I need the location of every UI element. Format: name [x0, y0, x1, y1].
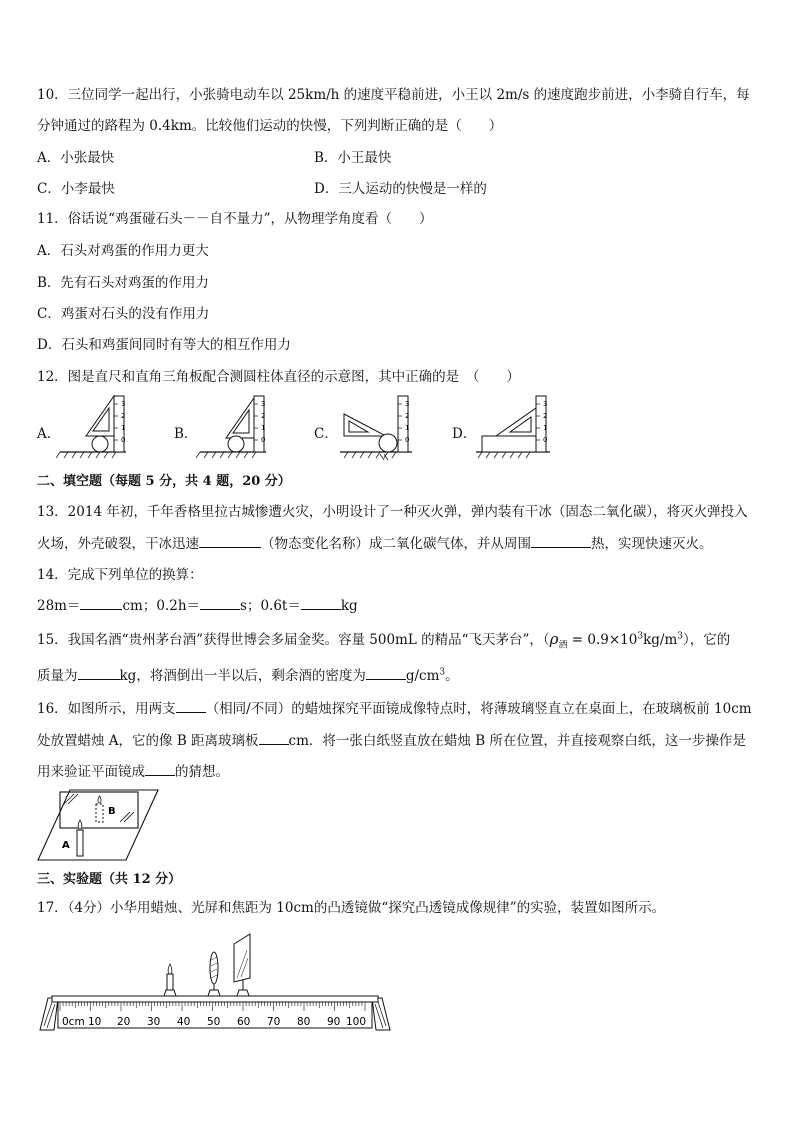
q16-line3	[37, 760, 229, 780]
bench-label: 80	[297, 1016, 311, 1028]
q15-text: 。	[445, 668, 459, 684]
candle-b-label: B	[108, 806, 116, 817]
q12-figure-b	[196, 392, 276, 462]
q15-exponent: 3	[439, 667, 446, 678]
q16-text: 处放置蜡烛 A，它的像 B 距离玻璃板	[37, 733, 259, 749]
q15-unit-exponent: 3	[677, 631, 683, 642]
q14-text: kg	[340, 598, 358, 614]
q12-stem: 12．图是直尺和直角三角板配合测圆柱体直径的示意图，其中正确的是 （ ）	[37, 369, 520, 385]
q16-mirror-figure	[36, 786, 160, 864]
q10-line1: 10．三位同学一起出行，小张骑电动车以 25km/h 的速度平稳前进，小王以 2m/s 的速度跑步前进，小李骑自行车，每	[37, 87, 750, 103]
ruler-tick: 1	[405, 424, 410, 432]
q11-stem: 11．俗话说“鸡蛋碰石头－－自不量力”，从物理学角度看（ ）	[37, 211, 433, 227]
ruler-tick: 1	[261, 424, 266, 432]
bench-label: 50	[207, 1016, 221, 1028]
q14-text: 28m＝	[37, 598, 81, 614]
q13-line1: 13．2014 年初，千年香格里拉古城惨遭火灾，小明设计了一种灭火弹，弹内装有干冰（固态二氧化碳），将灭火弹投入	[37, 504, 748, 520]
bench-label: 70	[267, 1016, 281, 1028]
density-subscript: 酒	[558, 640, 568, 651]
section-3-title: 三、实验题（共 12 分）	[37, 872, 182, 887]
q10-option-c: C．小李最快	[37, 181, 115, 197]
q16-blank-2[interactable]	[259, 731, 289, 745]
bench-label: 90	[327, 1016, 341, 1028]
candle	[164, 964, 176, 996]
q16-text: （相同/不同）的蜡烛探究平面镜成像特点时，将薄玻璃竖直立在桌面上，在玻璃板前 10cm	[205, 701, 752, 717]
q16-text: 用来验证平面镜成	[37, 764, 145, 780]
q15-unit: kg/m	[643, 632, 678, 648]
q17-stem: 17．（4分）小华用蜡烛、光屏和焦距为 10cm的凸透镜做“探究凸透镜成像规律”的实验，装置如图所示。	[37, 900, 666, 916]
bench-label: 0cm	[62, 1016, 85, 1028]
density-symbol: ρ	[549, 630, 559, 648]
ruler-tick: 2	[405, 412, 410, 420]
ruler-tick: 3	[261, 400, 266, 408]
q16-blank-1[interactable]	[176, 699, 206, 713]
q13-blank-2[interactable]	[531, 534, 591, 548]
q15-blank-1[interactable]	[78, 666, 120, 680]
ruler-tick: 2	[261, 412, 266, 420]
q15-text: 质量为	[37, 668, 78, 684]
q14-blank-2[interactable]	[200, 596, 240, 610]
q15-blank-2[interactable]	[366, 666, 406, 680]
q14-blank-3[interactable]	[301, 596, 341, 610]
ruler-tick: 0	[261, 436, 266, 444]
q11-option-b: B．先有石头对鸡蛋的作用力	[37, 275, 209, 291]
q16-line1	[37, 697, 752, 717]
q13-text: 火场，外壳破裂，干冰迅速	[37, 536, 199, 552]
q14-blank-1[interactable]	[80, 596, 122, 610]
candle-a-label: A	[62, 840, 70, 851]
convex-lens	[208, 952, 220, 996]
q15-text: g/cm	[405, 668, 440, 684]
ruler-tick: 3	[121, 400, 126, 408]
q15-text: ），它的	[683, 632, 731, 648]
q16-text: 16．如图所示，用两支	[37, 701, 176, 717]
bench-label: 20	[117, 1016, 131, 1028]
q12-label-b: B．	[174, 426, 198, 442]
q14-text: cm；0.2h＝	[122, 598, 201, 614]
q16-text: cm．将一张白纸竖直放在蜡烛 B 所在位置，并直接观察白纸，这一步操作是	[288, 733, 746, 749]
q14-conversions	[37, 594, 358, 614]
ruler-tick: 2	[121, 412, 126, 420]
q11-option-d: D．石头和鸡蛋间同时有等大的相互作用力	[37, 337, 291, 353]
q14-stem: 14．完成下列单位的换算：	[37, 567, 203, 583]
q10-option-d: D．三人运动的快慢是一样的	[314, 181, 487, 197]
bench-label: 40	[177, 1016, 191, 1028]
q15-text: 15．我国名酒“贵州茅台酒”获得世博会多届金奖。容量 500mL 的精品“飞天茅台”，（	[37, 632, 550, 648]
ruler-tick: 0	[121, 436, 126, 444]
q15-formula: = 0.9×10	[567, 632, 638, 648]
q15-line2	[37, 664, 459, 684]
q15-line1	[37, 628, 730, 651]
q13-text: （物态变化名称）成二氧化碳气体，并从周围	[261, 536, 531, 552]
q16-line2	[37, 729, 746, 749]
q16-blank-3[interactable]	[145, 762, 175, 776]
q16-text: 的猜想。	[175, 764, 229, 780]
ruler-tick: 0	[543, 436, 548, 444]
ruler-tick: 1	[121, 424, 126, 432]
section-2-title: 二、填空题（每题 5 分，共 4 题，20 分）	[37, 474, 291, 489]
bench-label: 100	[346, 1016, 367, 1028]
q11-option-a: A．石头对鸡蛋的作用力更大	[37, 243, 209, 259]
q12-figure-a	[56, 392, 136, 462]
light-screen	[234, 934, 250, 996]
q14-text: s；0.6t＝	[240, 598, 301, 614]
q10-option-b: B．小王最快	[314, 150, 392, 166]
q12-figure-d	[474, 392, 564, 462]
q12-label-c: C．	[314, 426, 338, 442]
q15-text: kg，将酒倒出一半以后，剩余酒的密度为	[119, 668, 366, 684]
q12-label-a: A．	[37, 426, 61, 442]
q13-text: 热，实现快速灭火。	[591, 536, 713, 552]
q12-label-d: D．	[452, 426, 477, 442]
q11-option-c: C．鸡蛋对石头的没有作用力	[37, 306, 210, 322]
ruler-tick: 2	[543, 412, 548, 420]
ruler-tick: 0	[405, 436, 410, 444]
ruler-tick: 3	[543, 400, 548, 408]
q13-blank-1[interactable]	[199, 534, 261, 548]
q17-optical-bench	[38, 930, 394, 1034]
ruler-tick: 3	[405, 400, 410, 408]
bench-label: 30	[147, 1016, 161, 1028]
ruler-tick: 1	[543, 424, 548, 432]
bench-label: 10	[88, 1016, 102, 1028]
q12-figure-c	[336, 392, 426, 462]
q15-exponent: 3	[637, 631, 644, 642]
bench-label: 60	[237, 1016, 251, 1028]
q10-option-a: A．小张最快	[37, 150, 115, 166]
q10-line2: 分钟通过的路程为 0.4km。比较他们运动的快慢，下列判断正确的是（ ）	[37, 118, 503, 134]
q13-line2	[37, 532, 713, 552]
